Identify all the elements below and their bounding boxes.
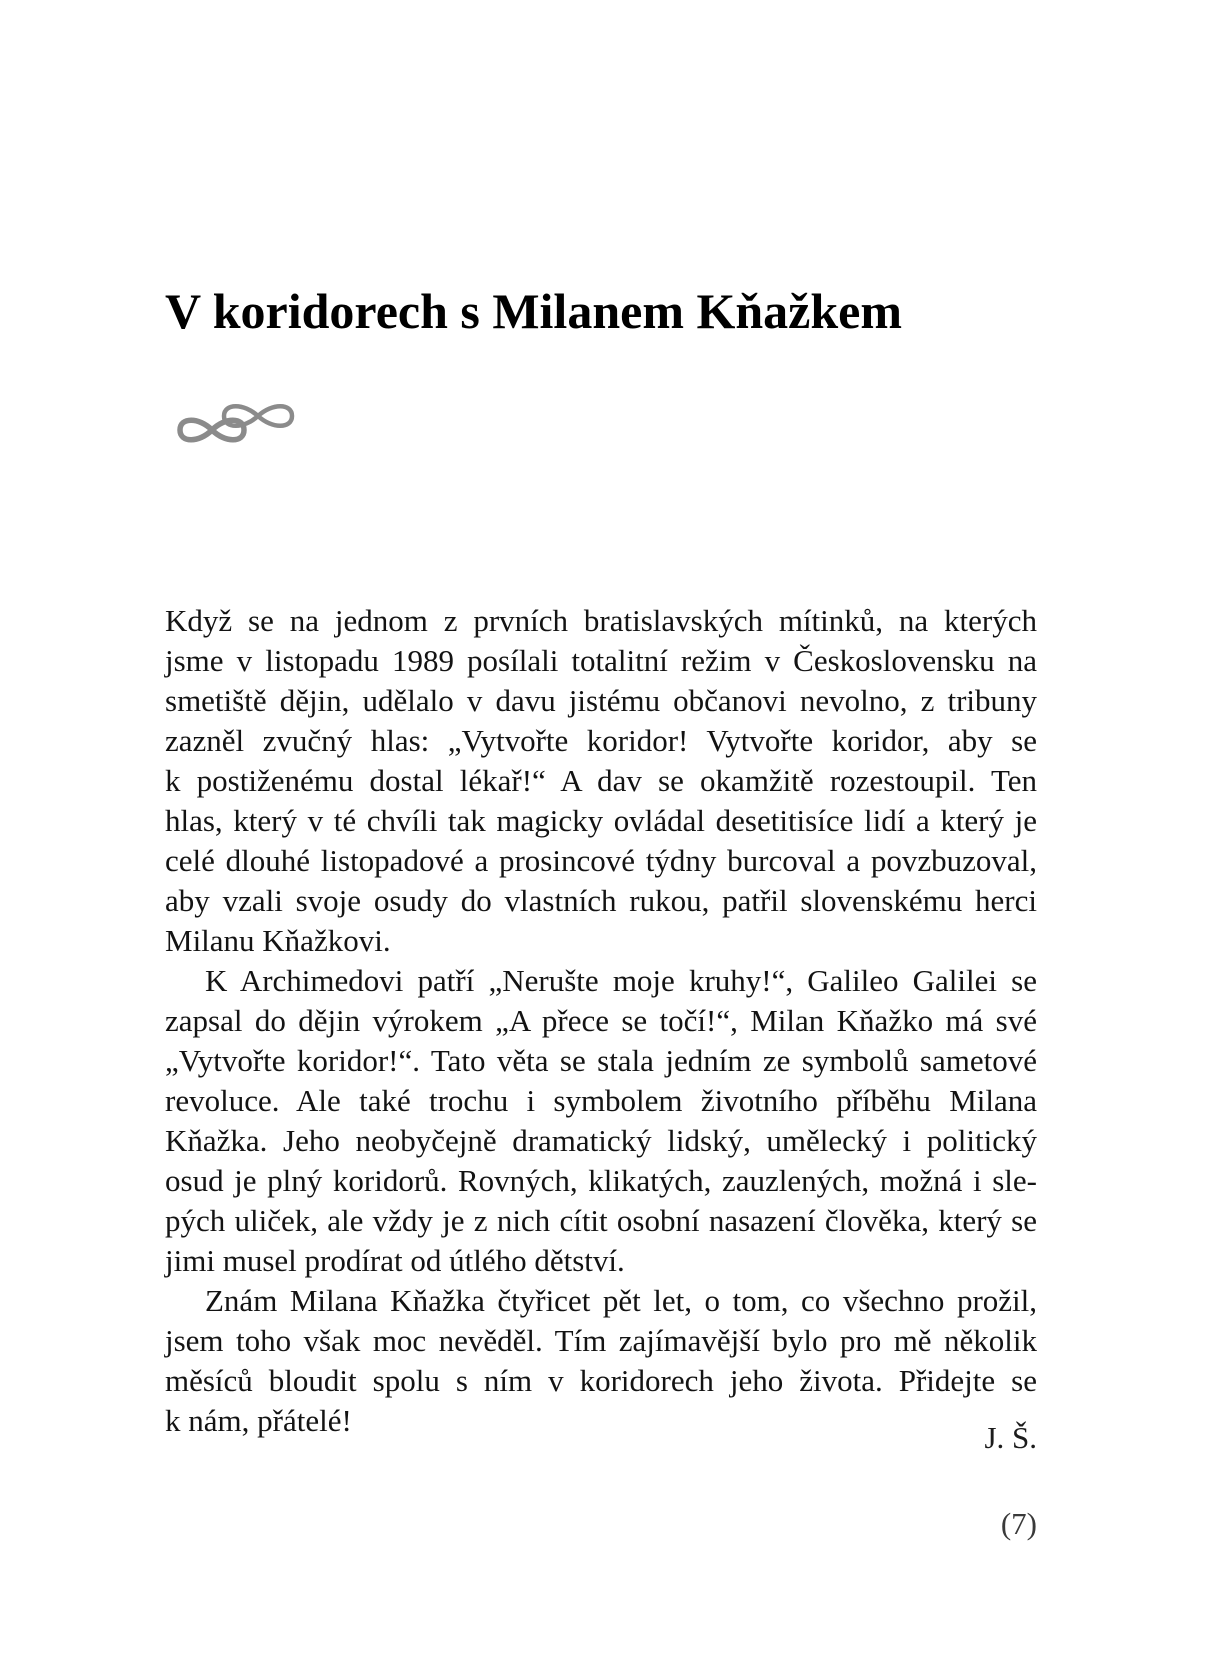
body-line: pých uliček, ale vždy je z nich cítit osobní nasazení člověka, který se xyxy=(165,1203,1037,1238)
body-line: celé dlouhé listopadové a prosincové týdny burcoval a povzbuzoval, xyxy=(165,843,1037,878)
body-line: aby vzali svoje osudy do vlastních rukou, patřil slovenskému herci xyxy=(165,883,1037,918)
body-line: Když se na jednom z prvních bratislavských mítinků, na kterých xyxy=(165,603,1037,638)
body-line: revoluce. Ale také trochu i symbolem životního příběhu Milana xyxy=(165,1083,1037,1118)
body-line: zazněl zvučný hlas: „Vytvořte koridor! Vytvořte koridor, aby se xyxy=(165,723,1037,758)
body-line: osud je plný koridorů. Rovných, klikatých, zauzlených, možná i sle- xyxy=(165,1163,1037,1198)
body-line: hlas, který v té chvíli tak magicky ovládal desetitisíce lidí a který je xyxy=(165,803,1037,838)
body-line: měsíců bloudit spolu s ním v koridorech jeho života. Přidejte se xyxy=(165,1363,1037,1398)
body-line: smetiště dějin, udělalo v davu jistému občanovi nevolno, z tribuny xyxy=(165,683,1037,718)
infinity-ornament-icon xyxy=(172,384,307,459)
body-text xyxy=(165,601,1037,1441)
body-line: jsem toho však moc nevěděl. Tím zajímavější bylo pro mě několik xyxy=(165,1323,1037,1358)
body-line: zapsal do dějin výrokem „A přece se točí!“, Milan Kňažko má své xyxy=(165,1003,1037,1038)
body-line: Znám Milana Kňažka čtyřicet pět let, o tom, co všechno prožil, xyxy=(205,1283,1037,1318)
chapter-title: V koridorech s Milanem Kňažkem xyxy=(165,283,903,339)
body-line: K Archimedovi patří „Nerušte moje kruhy!“, Galileo Galilei se xyxy=(205,963,1037,998)
page-number: (7) xyxy=(1000,1506,1037,1541)
paragraph-3 xyxy=(165,1281,1037,1441)
paragraph-2 xyxy=(165,961,1037,1281)
body-line: k postiženému dostal lékař!“ A dav se okamžitě rozestoupil. Ten xyxy=(165,763,1037,798)
paragraph-1 xyxy=(165,601,1037,961)
body-line: Milanu Kňažkovi. xyxy=(165,923,391,958)
body-line: „Vytvořte koridor!“. Tato věta se stala jedním ze symbolů sametové xyxy=(165,1043,1037,1078)
author-initials: J. Š. xyxy=(984,1420,1037,1455)
body-line: Kňažka. Jeho neobyčejně dramatický lidský, umělecký i politický xyxy=(165,1123,1037,1158)
body-line: jsme v listopadu 1989 posílali totalitní režim v Československu na xyxy=(165,643,1037,678)
body-line: k nám, přátelé! xyxy=(165,1403,352,1438)
body-line: jimi musel prodírat od útlého dětství. xyxy=(165,1243,625,1278)
